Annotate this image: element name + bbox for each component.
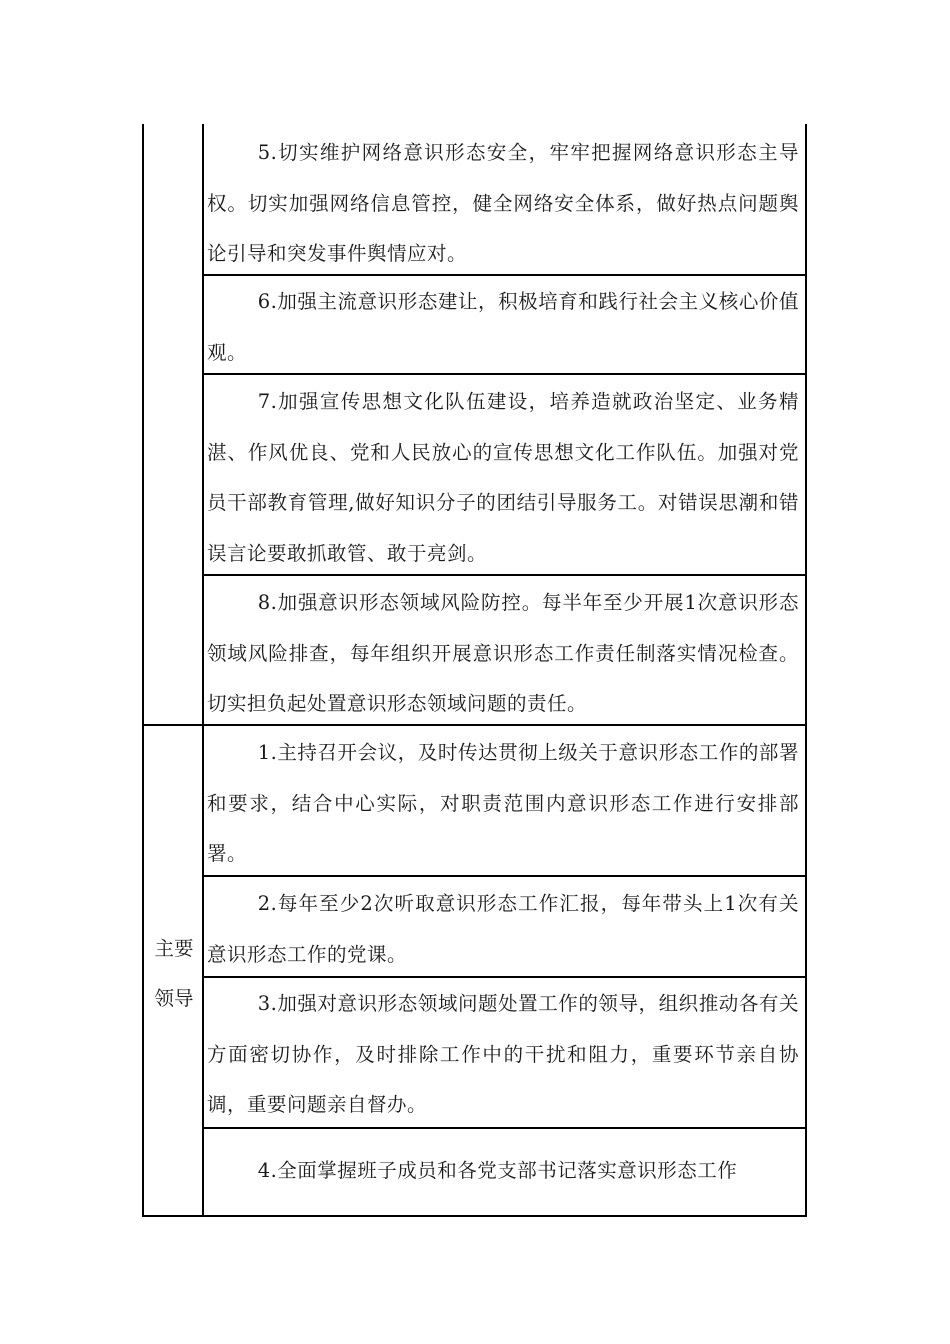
table-left-border [142, 124, 144, 1217]
item-text: 6.加强主流意识形态建让，积极培育和践行社会主义核心价值观。 [207, 290, 799, 364]
table-right-border [805, 124, 807, 1217]
item-text: 1.主持召开会议，及时传达贯彻上级关于意识形态工作的部署和要求，结合中心实际，对职责范围内意识形态工作进行安排部署。 [207, 741, 799, 865]
table-cell-item-8 [207, 578, 799, 730]
item-text: 7.加强宣传思想文化队伍建设，培养造就政治坚定、业务精湛、作风优良、党和人民放心的宣传思想文化工作队伍。加强对党员干部教育管理,做好知识分子的团结引导服务工。对错误思潮和错误言论要敢抓敢管、敢于亮剑。 [207, 390, 799, 565]
table-cell-item-4 [207, 1146, 799, 1197]
table-bottom-border [142, 1215, 807, 1217]
item-text: 2.每年至少2次听取意识形态工作汇报，每年带头上1次有关意识形态工作的党课。 [207, 892, 799, 966]
table-cell-item-5 [207, 128, 799, 280]
table-cell-item-3 [207, 979, 799, 1131]
table-cell-item-2 [207, 879, 799, 980]
role-label-line: 主要 [154, 937, 194, 960]
table-cell-item-6 [207, 277, 799, 378]
item-text: 8.加强意识形态领域风险防控。每半年至少开展1次意识形态领域风险排查，每年组织开展意识形态工作责任制落实情况检查。切实担负起处置意识形态领域问题的责任。 [207, 591, 799, 715]
item-text: 5.切实维护网络意识形态安全，牢牢把握网络意识形态主导权。切实加强网络信息管控，健全网络安全体系，做好热点问题舆论引导和突发事件舆情应对。 [207, 141, 799, 265]
table-column-divider [202, 124, 204, 1217]
item-text: 3.加强对意识形态领域问题处置工作的领导，组织推动各有关方面密切协作，及时排除工作中的干扰和阻力，重要环节亲自协调，重要问题亲自督办。 [207, 992, 799, 1116]
role-label-line: 领导 [154, 987, 194, 1010]
table-cell-item-7 [207, 377, 799, 579]
table-cell-item-1 [207, 728, 799, 880]
item-text: 4.全面掌握班子成员和各党支部书记落实意识形态工作 [257, 1159, 738, 1182]
role-label [145, 924, 203, 1024]
